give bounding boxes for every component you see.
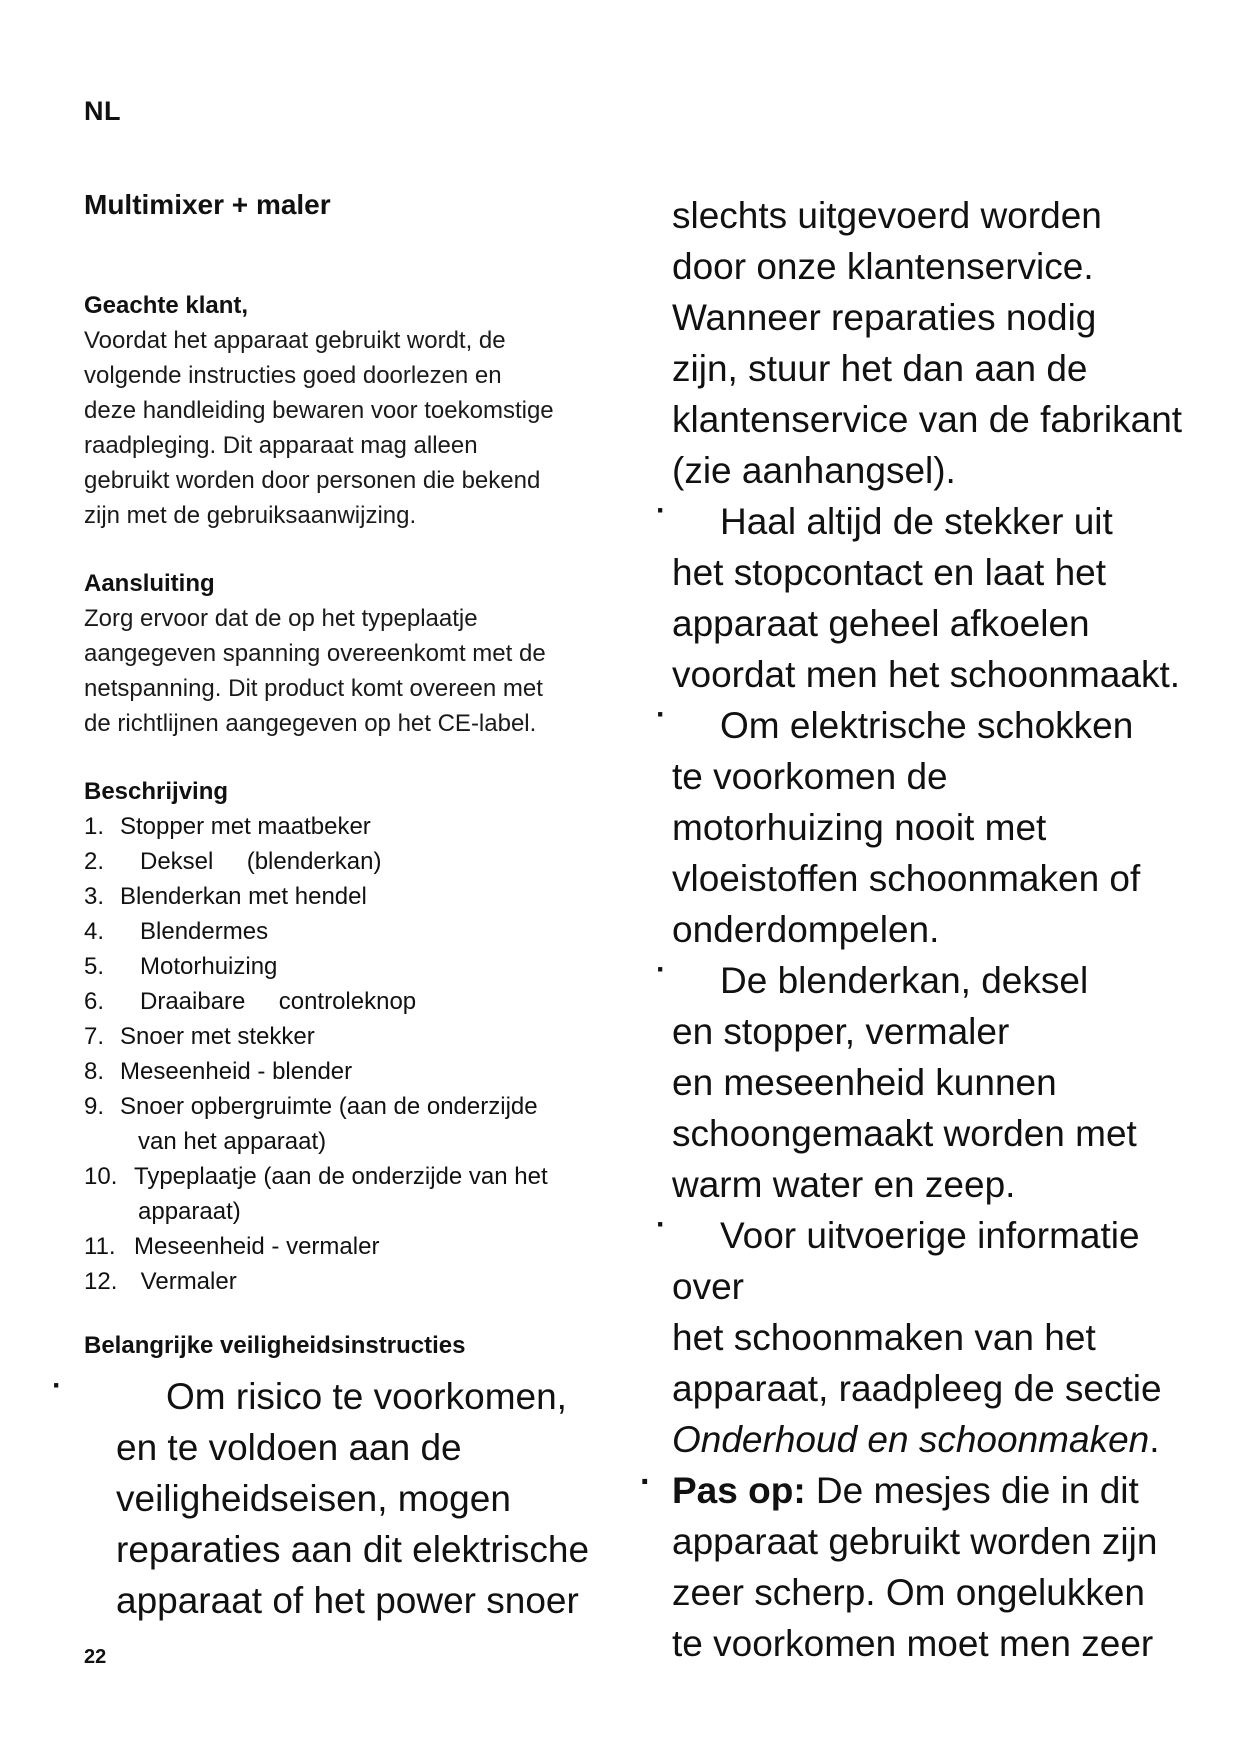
greeting-line: raadpleging. Dit apparaat mag alleen [84,432,478,459]
list-item: 4. Blendermes [84,918,269,945]
bullet-icon: · [52,1369,62,1402]
list-item: 10. Typeplaatje (aan de onderzijde van het [84,1163,548,1190]
list-item: 5. Motorhuizing [84,953,278,980]
safety-line: Onderhoud en schoonmaken. [672,1419,1160,1460]
safety-line: apparaat of het power snoer [116,1580,579,1621]
right-column [640,190,1212,1669]
bullet-icon: · [640,1463,652,1501]
safety-line: klantenservice van de fabrikant [672,399,1183,440]
greeting-line: Voordat het apparaat gebruikt wordt, de [84,327,506,354]
safety-line: en stopper, vermaler [672,1011,1010,1052]
parts-list [84,809,614,1299]
warning-line: zeer scherp. Om ongelukken [672,1572,1146,1613]
warning-line: Pas op: De mesjes die in dit [672,1470,1139,1511]
safety-line: het stopcontact en laat het [672,552,1107,593]
safety-line: motorhuizing nooit met [672,807,1047,848]
list-item: 9. Snoer opbergruimte (aan de onderzijde [84,1093,538,1120]
section-reference: Onderhoud en schoonmaken [672,1419,1150,1460]
bullet-icon: · [656,1208,666,1241]
safety-line: Om elektrische schokken [720,705,1134,746]
safety-line: apparaat, raadpleeg de sectie [672,1368,1162,1409]
bullet-icon: · [656,698,666,731]
safety-bullet-item [656,494,1212,700]
safety-bullet-item [656,1208,1212,1465]
list-item: 6. Draaibare controleknop [84,988,417,1015]
product-title: Multimixer + maler [84,189,331,220]
greeting-line: volgende instructies goed doorlezen en [84,362,502,389]
connection-line: de richtlijnen aangegeven op het CE-label. [84,710,537,737]
list-item: 12. Vermaler [84,1268,237,1295]
safety-line: veiligheidseisen, mogen [116,1478,511,1519]
greeting-heading: Geachte klant, [84,292,249,319]
safety-line: te voorkomen de [672,756,948,797]
greeting-line: gebruikt worden door personen die bekend [84,467,541,494]
greeting-line: zijn met de gebruiksaanwijzing. [84,502,417,529]
safety-line: Om risico te voorkomen, [166,1376,567,1417]
safety-bullet-item [656,953,1212,1210]
safety-line: Wanneer reparaties nodig [672,297,1097,338]
safety-bullet-item [52,1369,636,1626]
list-item: 2. Deksel (blenderkan) [84,848,382,875]
list-item: 1. Stopper met maatbeker [84,813,371,840]
safety-line: vloeistoffen schoonmaken of [672,858,1141,899]
greeting-line: deze handleiding bewaren voor toekomstige [84,397,554,424]
safety-line: schoongemaakt worden met [672,1113,1137,1154]
safety-line: apparaat geheel afkoelen [672,603,1090,644]
warning-label: Pas op: [672,1470,806,1511]
connection-line: Zorg ervoor dat de op het typeplaatje [84,605,478,632]
safety-line: Haal altijd de stekker uit [720,501,1113,542]
safety-line: slechts uitgevoerd worden [672,195,1102,236]
safety-line: door onze klantenservice. [672,246,1094,287]
list-item: 7. Snoer met stekker [84,1023,315,1050]
warning-line: apparaat gebruikt worden zijn [672,1521,1158,1562]
safety-continuation [672,190,1212,496]
safety-line: warm water en zeep. [672,1164,1016,1205]
list-item: 11. Meseenheid - vermaler [84,1233,380,1260]
safety-line: voordat men het schoonmaakt. [672,654,1181,695]
list-item: 8. Meseenheid - blender [84,1058,353,1085]
warning-item [640,1463,1212,1669]
safety-bullet-item [656,698,1212,955]
safety-line: het schoonmaken van het [672,1317,1096,1358]
connection-heading: Aansluiting [84,570,215,597]
connection-line: aangegeven spanning overeenkomt met de [84,640,546,667]
warning-line: te voorkomen moet men zeer [672,1623,1154,1664]
safety-line: De blenderkan, deksel [720,960,1089,1001]
description-heading: Beschrijving [84,778,229,805]
safety-line: reparaties aan dit elektrische [116,1529,590,1570]
bullet-icon: · [656,494,666,527]
bullet-icon: · [656,953,666,986]
connection-line: netspanning. Dit product komt overeen met [84,675,543,702]
left-column [52,185,614,1626]
safety-line: (zie aanhangsel). [672,450,956,491]
safety-line: Voor uitvoerige informatie over [672,1215,1140,1307]
page-number: 22 [84,1646,107,1668]
safety-heading: Belangrijke veiligheidsinstructies [84,1332,466,1359]
connection-text [84,601,614,741]
list-item: 3. Blenderkan met hendel [84,883,367,910]
list-item-continuation: van het apparaat) [138,1128,327,1155]
safety-line: zijn, stuur het dan aan de [672,348,1088,389]
list-item-continuation: apparaat) [138,1198,241,1225]
safety-line: onderdompelen. [672,909,940,950]
language-code: NL [84,96,121,126]
safety-line: en te voldoen aan de [116,1427,462,1468]
greeting-text [84,323,614,533]
safety-line: en meseenheid kunnen [672,1062,1057,1103]
